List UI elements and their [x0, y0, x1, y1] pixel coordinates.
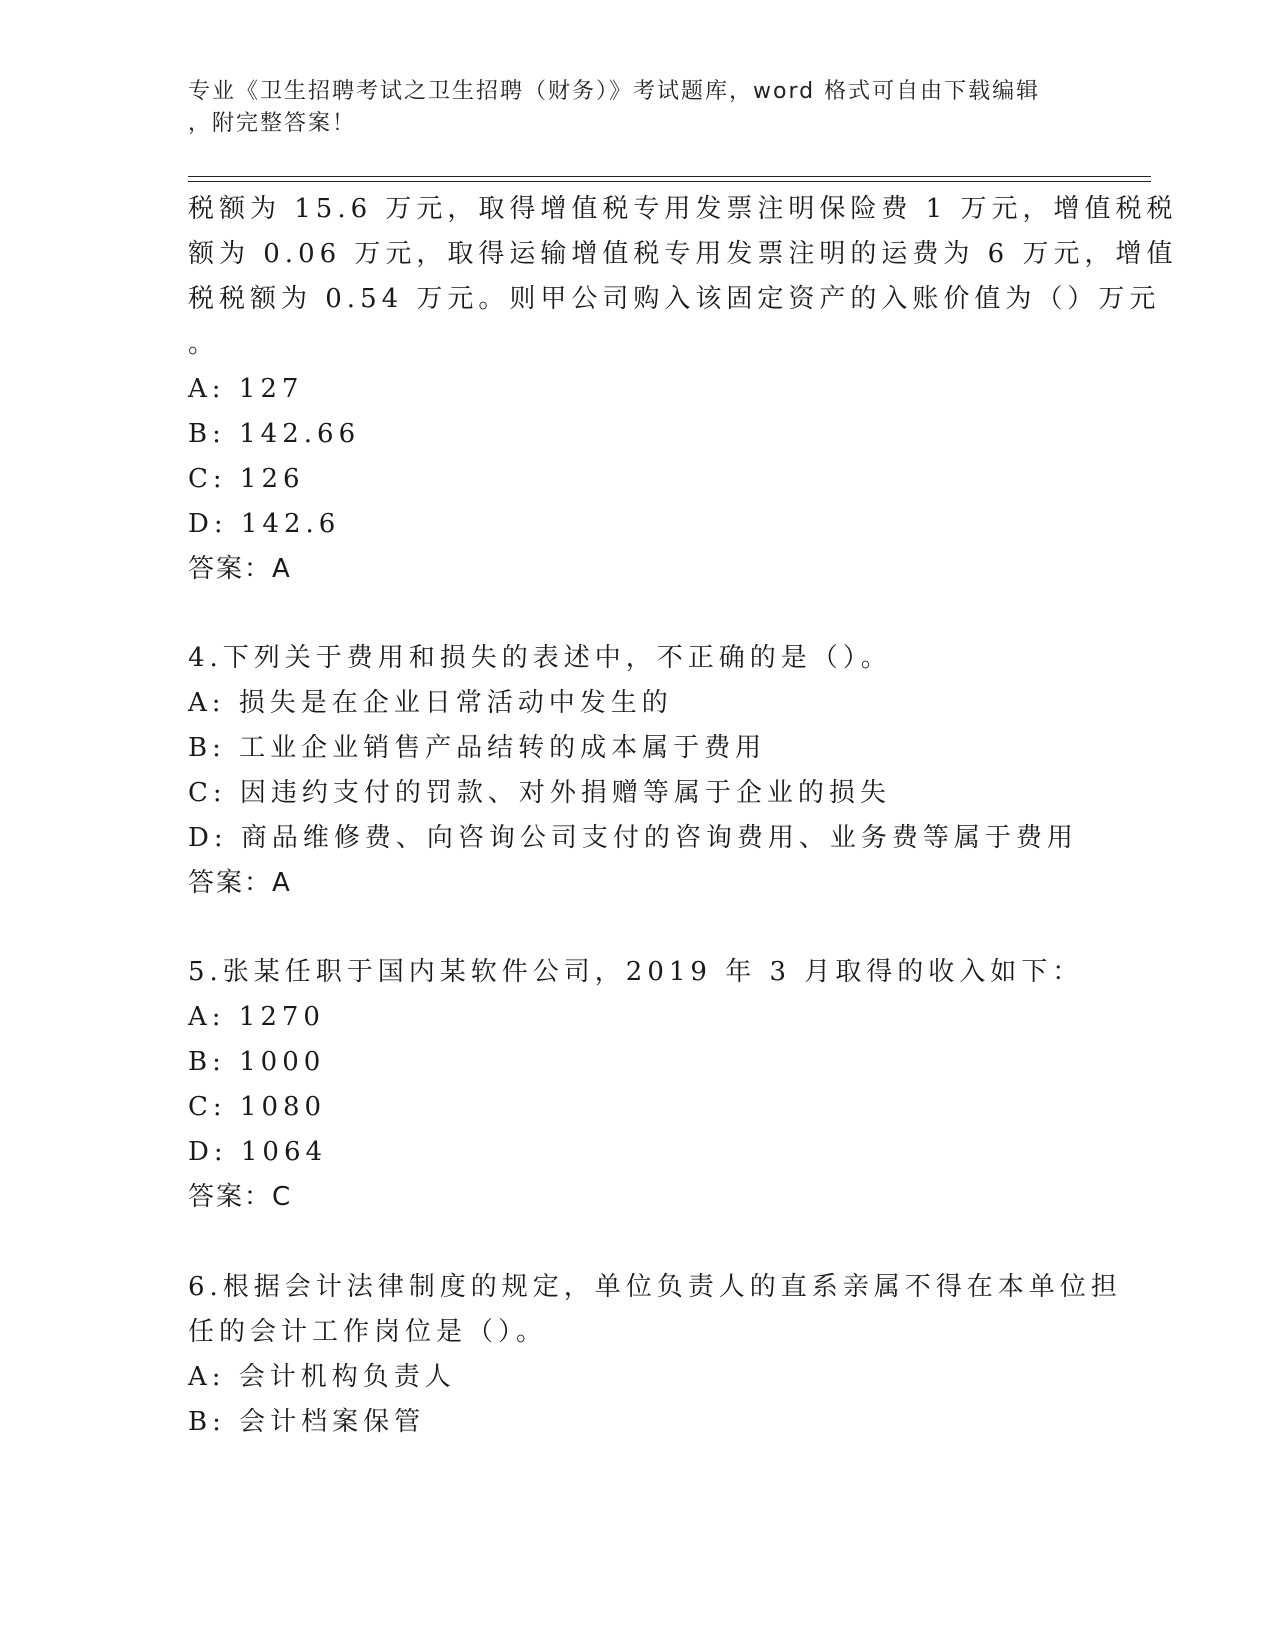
q6-question-line-1: 6.根据会计法律制度的规定，单位负责人的直系亲属不得在本单位担 [188, 1272, 1122, 1302]
q3-text-line-2: 额为 0.06 万元，取得运输增值税专用发票注明的运费为 6 万元，增值 [188, 239, 1178, 269]
q3-text-line-3: 税税额为 0.54 万元。则甲公司购入该固定资产的入账价值为（）万元 [188, 284, 1161, 314]
document-header-line-1: 专业《卫生招聘考试之卫生招聘（财务）》考试题库，word 格式可自由下载编辑 [188, 79, 1041, 104]
q5-question: 5.张某任职于国内某软件公司，2019 年 3 月取得的收入如下： [188, 957, 1084, 987]
q6-option-a: A: 会计机构负责人 [188, 1362, 456, 1392]
q5-option-b: B: 1000 [188, 1047, 326, 1077]
header-divider-top [188, 176, 1151, 177]
q3-text-line-4: 。 [188, 329, 220, 359]
q3-text-line-1: 税额为 15.6 万元，取得增值税专用发票注明保险费 1 万元，增值税税 [188, 194, 1178, 224]
q6-question-line-2: 任的会计工作岗位是（）。 [188, 1317, 548, 1347]
q5-answer: 答案：C [188, 1182, 293, 1212]
q3-option-c: C: 126 [188, 464, 305, 494]
q5-option-d: D: 1064 [188, 1137, 328, 1167]
q3-option-a: A: 127 [188, 374, 304, 404]
header-divider-bottom [188, 181, 1151, 182]
q3-option-d: D: 142.6 [188, 509, 341, 539]
document-header-line-2: ，附完整答案！ [188, 111, 357, 136]
q4-option-b: B: 工业企业销售产品结转的成本属于费用 [188, 733, 767, 763]
q4-question: 4.下列关于费用和损失的表述中，不正确的是（）。 [188, 643, 892, 673]
q6-option-b: B: 会计档案保管 [188, 1407, 426, 1437]
q3-answer: 答案：A [188, 554, 292, 584]
q3-option-b: B: 142.66 [188, 419, 361, 449]
q4-option-a: A: 损失是在企业日常活动中发生的 [188, 688, 673, 718]
q4-option-c: C: 因违约支付的罚款、对外捐赠等属于企业的损失 [188, 778, 891, 808]
q4-option-d: D: 商品维修费、向咨询公司支付的咨询费用、业务费等属于费用 [188, 823, 1078, 853]
q5-option-c: C: 1080 [188, 1092, 327, 1122]
q4-answer: 答案：A [188, 868, 292, 898]
q5-option-a: A: 1270 [188, 1002, 325, 1032]
